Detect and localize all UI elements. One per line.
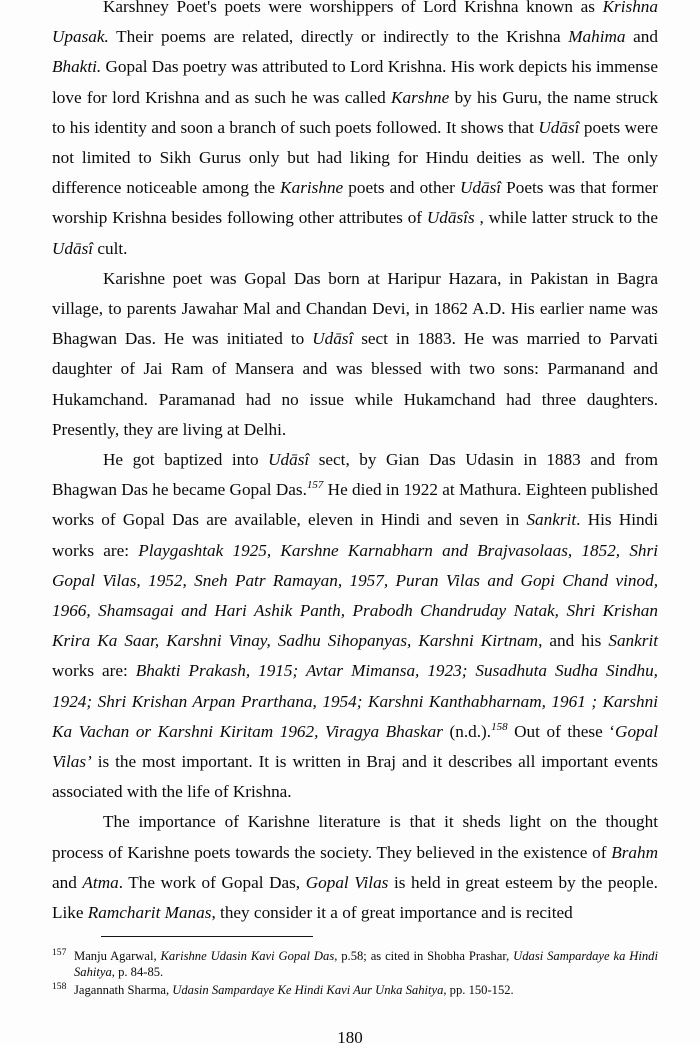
body-text-column xyxy=(52,0,658,928)
footnote-item xyxy=(52,948,658,981)
footnote-text: Jagannath Sharma, Udasin Sampardaye Ke Hindi Kavi Aur Unka Sahitya, pp. 150-152. xyxy=(74,982,514,997)
paragraph: He got baptized into Udāsî sect, by Gian Das Udasin in 1883 and from Bhagwan Das he became Gopal Das.$^{157}$ He died in 1922 at Mathura. Eighteen published works of Gopal Das are available, eleven in Hindi and seven in Sankrit. His Hindi works are: Playgashtak 1925, Karshne Karnabharn and Brajvasolaas, 1852, Shri Gopal Vilas, 1952, Sneh Patr Ramayan, 1957, Puran Vilas and Gopi Chand vinod, 1966, Shamsagai and Hari Ashik Panth, Prabodh Chandruday Natak, Shri Krishan Krira Ka Saar, Karshni Vinay, Sadhu Sihopanyas, Karshni Kirtnam, and his Sankrit works are: Bhakti Prakash, 1915; Avtar Mimansa, 1923; Susadhuta Sudha Sindhu, 1924; Shri Krishan Arpan Prarthana, 1954; Karshni Kanthabharnam, 1961 ; Karshni Ka Vachan or Karshni Kiritam 1962, Viragya Bhaskar (n.d.).$^{158}$ Out of these ‘Gopal Vilas’ is the most important. It is written in Braj and it describes all important events associated with the life of Krishna. xyxy=(52,450,659,802)
footnote-item xyxy=(52,982,658,998)
footnote-number: 158 xyxy=(52,980,67,992)
paragraph: The importance of Karishne literature is that it sheds light on the thought process of Karishne poets towards the society. They believed in the existence of Brahm and Atma. The work of Gopal Das, Gopal Vilas is held in great esteem by the people. Like Ramcharit Manas, they consider it a of great importance and is recited xyxy=(52,812,658,923)
footnote-section xyxy=(52,936,658,999)
paragraph: Karishne poet was Gopal Das born at Haripur Hazara, in Pakistan in Bagra village, to parents Jawahar Mal and Chandan Devi, in 1862 A.D. His earlier name was Bhagwan Das. He was initiated to Udāsî sect in 1883. He was married to Parvati daughter of Jai Ram of Mansera and was blessed with two sons: Parmanand and Hukamchand. Paramanad had no issue while Hukamchand had three daughters. Presently, they are living at Delhi. xyxy=(52,268,658,439)
footnote-separator-rule xyxy=(101,936,313,937)
footnote-number: 157 xyxy=(52,947,67,958)
page-number: 180 xyxy=(337,1028,363,1047)
footnote-text: Manju Agarwal, Karishne Udasin Kavi Gopal Das, p.58; as cited in Shobha Prashar, Udasi Sampardaye ka Hindi Sahitya, p. 84-85. xyxy=(74,949,658,980)
paragraph: Karshney Poet's poets were worshippers of Lord Krishna known as Krishna Upasak. Their poems are related, directly or indirectly to the Krishna Mahima and Bhakti. Gopal Das poetry was attributed to Lord Krishna. His work depicts his immense love for lord Krishna and as such he was called Karshne by his Guru, the name struck to his identity and soon a branch of such poets followed. It shows that Udāsî poets were not limited to Sikh Gurus only but had liking for Hindu deities as well. The only difference noticeable among the Karishne poets and other Udāsî Poets was that former worship Krishna besides following other attributes of Udāsîs , while latter struck to the Udāsî cult. xyxy=(52,0,658,258)
